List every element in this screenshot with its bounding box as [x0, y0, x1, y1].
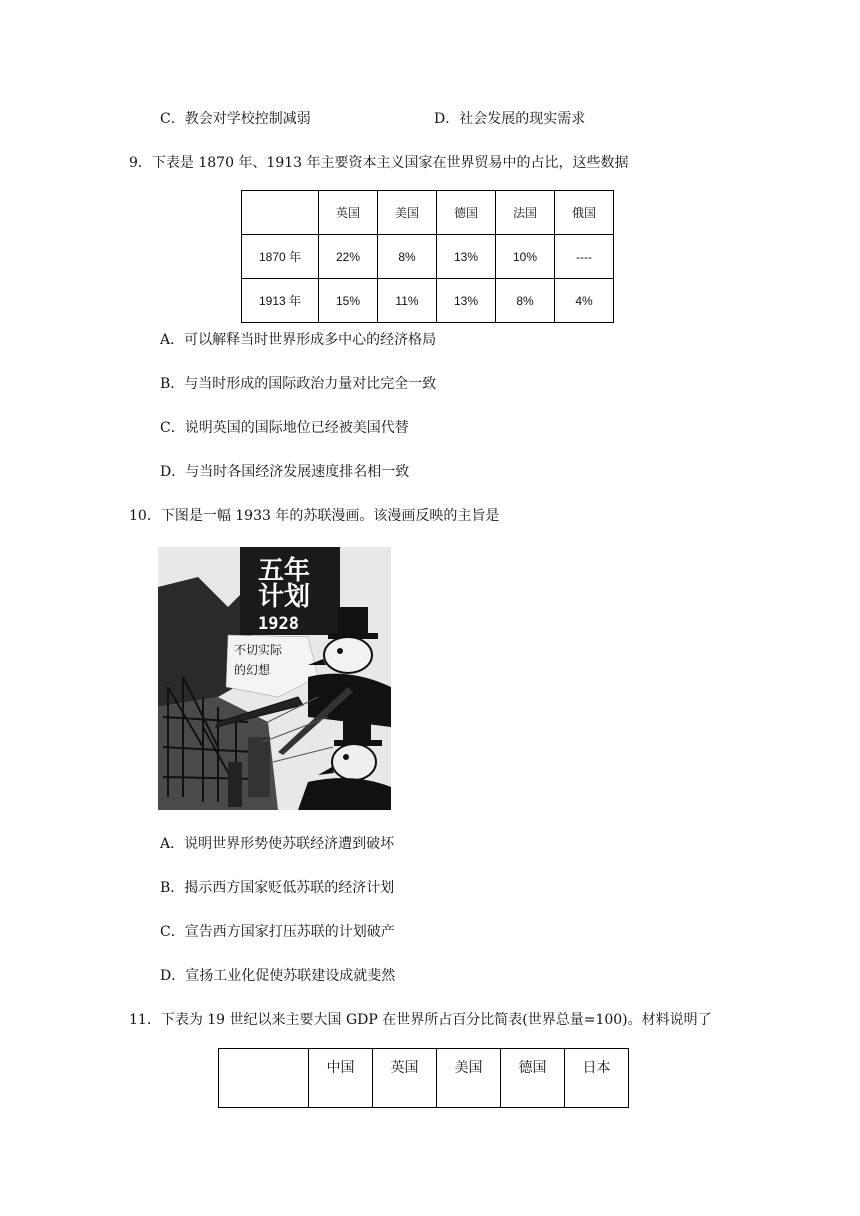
- q11-stem: 11．下表为 19 世纪以来主要大国 GDP 在世界所占百分比简表(世界总量=100)。材料说明了: [129, 1012, 712, 1028]
- table-header-cell: 中国: [309, 1049, 373, 1108]
- table-header-row: [219, 1049, 629, 1108]
- q10-option-c: C．宣告西方国家打压苏联的计划破产: [160, 924, 395, 940]
- cartoon-title-line2: 计划: [258, 582, 311, 612]
- table-cell: 22%: [319, 235, 378, 279]
- table-cell: ----: [555, 235, 614, 279]
- table-cell: 1870 年: [242, 235, 319, 279]
- q9-stem: 9．下表是 1870 年、1913 年主要资本主义国家在世界贸易中的占比，这些数据: [129, 155, 629, 171]
- table-header-cell: 英国: [373, 1049, 437, 1108]
- table-cell: 10%: [496, 235, 555, 279]
- table-header-cell: [242, 191, 319, 235]
- q8-option-d: D．社会发展的现实需求: [434, 111, 586, 127]
- cartoon-speech-line1: 不切实际: [234, 643, 283, 657]
- table-cell: 13%: [437, 235, 496, 279]
- q9-trade-share-table: [241, 190, 614, 323]
- q10-option-b: B．揭示西方国家贬低苏联的经济计划: [160, 880, 395, 896]
- table-header-cell: 俄国: [555, 191, 614, 235]
- q8-option-c: C．教会对学校控制减弱: [160, 111, 311, 127]
- table-cell: 1913 年: [242, 279, 319, 323]
- table-cell: 11%: [378, 279, 437, 323]
- q9-option-c: C．说明英国的国际地位已经被美国代替: [160, 420, 409, 436]
- table-cell: 8%: [496, 279, 555, 323]
- table-header-cell: 美国: [437, 1049, 501, 1108]
- table-header-cell: [219, 1049, 309, 1108]
- q9-option-a: A．可以解释当时世界形成多中心的经济格局: [160, 332, 437, 348]
- q10-stem: 10．下图是一幅 1933 年的苏联漫画。该漫画反映的主旨是: [129, 508, 500, 524]
- q11-gdp-share-table: [218, 1048, 629, 1108]
- table-header-cell: 法国: [496, 191, 555, 235]
- q10-option-a: A．说明世界形势使苏联经济遭到破坏: [160, 836, 395, 852]
- table-header-cell: 德国: [437, 191, 496, 235]
- table-header-cell: 美国: [378, 191, 437, 235]
- soviet-cartoon-image: [158, 547, 391, 810]
- table-cell: 15%: [319, 279, 378, 323]
- cartoon-title-line1: 五年: [258, 556, 311, 586]
- cartoon-speech-line2: 的幻想: [234, 663, 271, 677]
- table-header-cell: 日本: [565, 1049, 629, 1108]
- q10-option-d: D．宣扬工业化促使苏联建设成就斐然: [160, 968, 396, 984]
- table-header-cell: 德国: [501, 1049, 565, 1108]
- table-cell: 8%: [378, 235, 437, 279]
- table-row: [242, 235, 614, 279]
- table-row: [242, 279, 614, 323]
- table-header-row: [242, 191, 614, 235]
- table-cell: 4%: [555, 279, 614, 323]
- table-cell: 13%: [437, 279, 496, 323]
- table-header-cell: 英国: [319, 191, 378, 235]
- q9-option-d: D．与当时各国经济发展速度排名相一致: [160, 464, 410, 480]
- q9-option-b: B．与当时形成的国际政治力量对比完全一致: [160, 376, 437, 392]
- cartoon-year: 1928: [258, 614, 299, 634]
